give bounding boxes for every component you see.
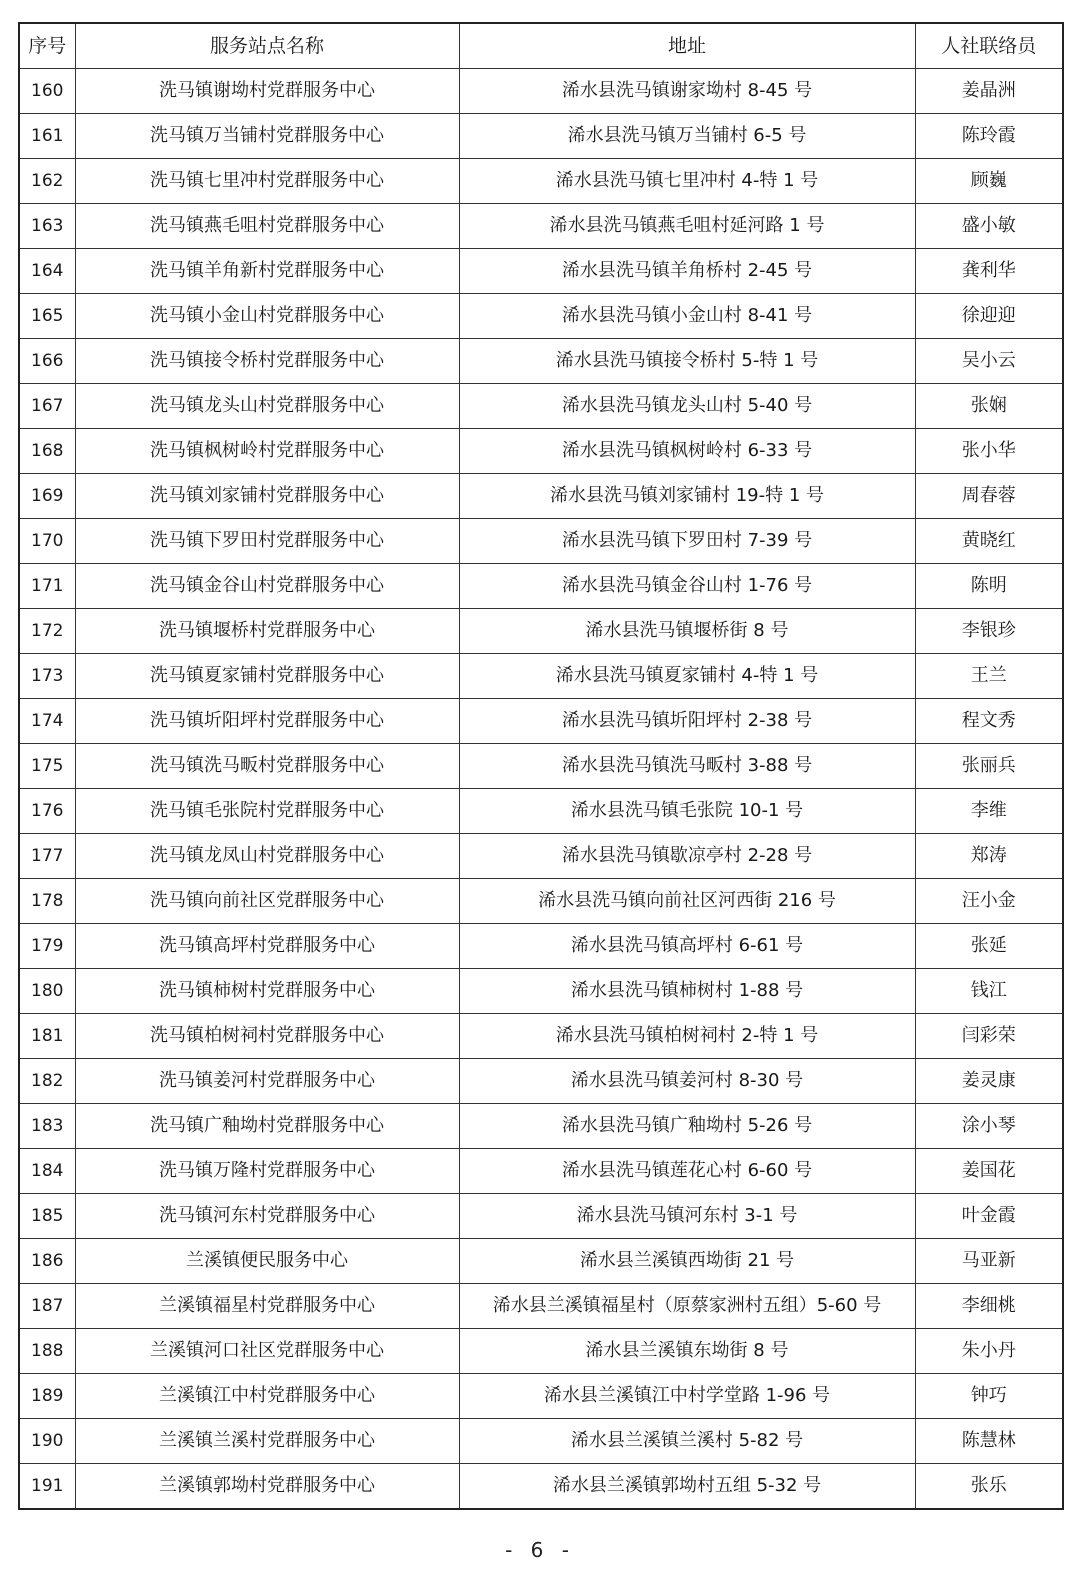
table-row	[19, 654, 1063, 699]
cell-address: 浠水县兰溪镇西坳街 21 号	[459, 1239, 915, 1284]
cell-address: 浠水县洗马镇柿树村 1-88 号	[459, 969, 915, 1014]
cell-serial-number: 169	[19, 474, 75, 519]
table-row	[19, 1149, 1063, 1194]
cell-station-name: 洗马镇燕毛咀村党群服务中心	[75, 204, 459, 249]
cell-address: 浠水县洗马镇枫树岭村 6-33 号	[459, 429, 915, 474]
table-row	[19, 699, 1063, 744]
header-station-name: 服务站点名称	[75, 23, 459, 69]
cell-address: 浠水县兰溪镇福星村（原蔡家洲村五组）5-60 号	[459, 1284, 915, 1329]
cell-serial-number: 185	[19, 1194, 75, 1239]
cell-contact-person: 涂小琴	[915, 1104, 1063, 1149]
cell-address: 浠水县洗马镇刘家铺村 19-特 1 号	[459, 474, 915, 519]
cell-station-name: 兰溪镇郭坳村党群服务中心	[75, 1464, 459, 1510]
cell-serial-number: 187	[19, 1284, 75, 1329]
table-row	[19, 879, 1063, 924]
cell-station-name: 洗马镇接令桥村党群服务中心	[75, 339, 459, 384]
cell-contact-person: 李细桃	[915, 1284, 1063, 1329]
cell-station-name: 洗马镇小金山村党群服务中心	[75, 294, 459, 339]
cell-contact-person: 张延	[915, 924, 1063, 969]
table-row	[19, 339, 1063, 384]
table-row	[19, 789, 1063, 834]
table-row	[19, 429, 1063, 474]
cell-address: 浠水县洗马镇万当铺村 6-5 号	[459, 114, 915, 159]
cell-serial-number: 178	[19, 879, 75, 924]
cell-address: 浠水县洗马镇龙头山村 5-40 号	[459, 384, 915, 429]
cell-station-name: 洗马镇广釉坳村党群服务中心	[75, 1104, 459, 1149]
cell-station-name: 兰溪镇便民服务中心	[75, 1239, 459, 1284]
cell-contact-person: 程文秀	[915, 699, 1063, 744]
cell-serial-number: 186	[19, 1239, 75, 1284]
cell-contact-person: 盛小敏	[915, 204, 1063, 249]
cell-serial-number: 179	[19, 924, 75, 969]
cell-contact-person: 吴小云	[915, 339, 1063, 384]
table-row	[19, 924, 1063, 969]
cell-address: 浠水县兰溪镇郭坳村五组 5-32 号	[459, 1464, 915, 1510]
cell-station-name: 洗马镇羊角新村党群服务中心	[75, 249, 459, 294]
table-row	[19, 1014, 1063, 1059]
cell-station-name: 洗马镇下罗田村党群服务中心	[75, 519, 459, 564]
table-row	[19, 1464, 1063, 1510]
cell-address: 浠水县洗马镇堰桥街 8 号	[459, 609, 915, 654]
table-row	[19, 384, 1063, 429]
table-row	[19, 474, 1063, 519]
cell-serial-number: 190	[19, 1419, 75, 1464]
header-contact-person: 人社联络员	[915, 23, 1063, 69]
table-row	[19, 564, 1063, 609]
table-header-row	[19, 23, 1063, 69]
table-row	[19, 609, 1063, 654]
cell-address: 浠水县洗马镇谢家坳村 8-45 号	[459, 69, 915, 114]
table-row	[19, 744, 1063, 789]
cell-serial-number: 182	[19, 1059, 75, 1104]
cell-station-name: 洗马镇龙凤山村党群服务中心	[75, 834, 459, 879]
cell-station-name: 洗马镇枫树岭村党群服务中心	[75, 429, 459, 474]
cell-station-name: 洗马镇圻阳坪村党群服务中心	[75, 699, 459, 744]
cell-serial-number: 165	[19, 294, 75, 339]
table-row	[19, 294, 1063, 339]
cell-station-name: 洗马镇龙头山村党群服务中心	[75, 384, 459, 429]
cell-address: 浠水县兰溪镇兰溪村 5-82 号	[459, 1419, 915, 1464]
cell-station-name: 洗马镇毛张院村党群服务中心	[75, 789, 459, 834]
cell-contact-person: 郑涛	[915, 834, 1063, 879]
cell-station-name: 洗马镇谢坳村党群服务中心	[75, 69, 459, 114]
cell-contact-person: 张娴	[915, 384, 1063, 429]
table-row	[19, 1374, 1063, 1419]
header-address: 地址	[459, 23, 915, 69]
cell-address: 浠水县洗马镇高坪村 6-61 号	[459, 924, 915, 969]
cell-contact-person: 姜国花	[915, 1149, 1063, 1194]
cell-station-name: 洗马镇高坪村党群服务中心	[75, 924, 459, 969]
cell-contact-person: 徐迎迎	[915, 294, 1063, 339]
cell-serial-number: 189	[19, 1374, 75, 1419]
cell-station-name: 兰溪镇河口社区党群服务中心	[75, 1329, 459, 1374]
table-row	[19, 114, 1063, 159]
cell-contact-person: 顾巍	[915, 159, 1063, 204]
cell-contact-person: 李维	[915, 789, 1063, 834]
cell-contact-person: 陈慧林	[915, 1419, 1063, 1464]
cell-address: 浠水县洗马镇小金山村 8-41 号	[459, 294, 915, 339]
table-row	[19, 204, 1063, 249]
cell-address: 浠水县洗马镇圻阳坪村 2-38 号	[459, 699, 915, 744]
cell-serial-number: 160	[19, 69, 75, 114]
cell-station-name: 洗马镇向前社区党群服务中心	[75, 879, 459, 924]
cell-serial-number: 161	[19, 114, 75, 159]
table-row	[19, 834, 1063, 879]
cell-serial-number: 167	[19, 384, 75, 429]
cell-serial-number: 191	[19, 1464, 75, 1510]
cell-contact-person: 张乐	[915, 1464, 1063, 1510]
table-row	[19, 1419, 1063, 1464]
cell-contact-person: 黄晓红	[915, 519, 1063, 564]
cell-address: 浠水县洗马镇洗马畈村 3-88 号	[459, 744, 915, 789]
cell-contact-person: 张丽兵	[915, 744, 1063, 789]
table-row	[19, 1329, 1063, 1374]
cell-serial-number: 183	[19, 1104, 75, 1149]
cell-serial-number: 172	[19, 609, 75, 654]
cell-address: 浠水县洗马镇夏家铺村 4-特 1 号	[459, 654, 915, 699]
cell-station-name: 洗马镇堰桥村党群服务中心	[75, 609, 459, 654]
cell-address: 浠水县洗马镇毛张院 10-1 号	[459, 789, 915, 834]
service-station-table	[18, 22, 1064, 1510]
cell-address: 浠水县洗马镇歇凉亭村 2-28 号	[459, 834, 915, 879]
cell-contact-person: 陈明	[915, 564, 1063, 609]
cell-serial-number: 164	[19, 249, 75, 294]
cell-station-name: 洗马镇刘家铺村党群服务中心	[75, 474, 459, 519]
table-row	[19, 1194, 1063, 1239]
cell-station-name: 洗马镇河东村党群服务中心	[75, 1194, 459, 1239]
cell-station-name: 洗马镇姜河村党群服务中心	[75, 1059, 459, 1104]
table-row	[19, 1059, 1063, 1104]
cell-address: 浠水县兰溪镇东坳街 8 号	[459, 1329, 915, 1374]
table-row	[19, 1239, 1063, 1284]
cell-address: 浠水县洗马镇向前社区河西街 216 号	[459, 879, 915, 924]
cell-address: 浠水县洗马镇柏树祠村 2-特 1 号	[459, 1014, 915, 1059]
cell-contact-person: 钟巧	[915, 1374, 1063, 1419]
cell-serial-number: 170	[19, 519, 75, 564]
cell-station-name: 兰溪镇福星村党群服务中心	[75, 1284, 459, 1329]
cell-serial-number: 175	[19, 744, 75, 789]
cell-address: 浠水县洗马镇姜河村 8-30 号	[459, 1059, 915, 1104]
cell-contact-person: 张小华	[915, 429, 1063, 474]
cell-contact-person: 汪小金	[915, 879, 1063, 924]
cell-serial-number: 163	[19, 204, 75, 249]
cell-contact-person: 姜灵康	[915, 1059, 1063, 1104]
cell-contact-person: 钱江	[915, 969, 1063, 1014]
cell-serial-number: 171	[19, 564, 75, 609]
cell-address: 浠水县洗马镇下罗田村 7-39 号	[459, 519, 915, 564]
table-row	[19, 969, 1063, 1014]
cell-serial-number: 184	[19, 1149, 75, 1194]
cell-address: 浠水县兰溪镇江中村学堂路 1-96 号	[459, 1374, 915, 1419]
header-serial-number: 序号	[19, 23, 75, 69]
table-row	[19, 1104, 1063, 1149]
cell-contact-person: 陈玲霞	[915, 114, 1063, 159]
cell-station-name: 洗马镇柿树村党群服务中心	[75, 969, 459, 1014]
table-row	[19, 69, 1063, 114]
cell-serial-number: 181	[19, 1014, 75, 1059]
cell-station-name: 洗马镇夏家铺村党群服务中心	[75, 654, 459, 699]
cell-serial-number: 166	[19, 339, 75, 384]
cell-address: 浠水县洗马镇接令桥村 5-特 1 号	[459, 339, 915, 384]
page-number: - 6 -	[505, 1538, 575, 1562]
cell-address: 浠水县洗马镇羊角桥村 2-45 号	[459, 249, 915, 294]
table-body	[19, 69, 1063, 1510]
cell-serial-number: 162	[19, 159, 75, 204]
table-row	[19, 519, 1063, 564]
cell-serial-number: 174	[19, 699, 75, 744]
cell-station-name: 洗马镇洗马畈村党群服务中心	[75, 744, 459, 789]
cell-serial-number: 173	[19, 654, 75, 699]
cell-address: 浠水县洗马镇广釉坳村 5-26 号	[459, 1104, 915, 1149]
table-row	[19, 249, 1063, 294]
cell-serial-number: 176	[19, 789, 75, 834]
cell-contact-person: 李银珍	[915, 609, 1063, 654]
cell-serial-number: 188	[19, 1329, 75, 1374]
cell-address: 浠水县洗马镇河东村 3-1 号	[459, 1194, 915, 1239]
cell-station-name: 洗马镇金谷山村党群服务中心	[75, 564, 459, 609]
cell-serial-number: 168	[19, 429, 75, 474]
cell-serial-number: 180	[19, 969, 75, 1014]
document-page	[18, 22, 1062, 1510]
table-row	[19, 159, 1063, 204]
cell-contact-person: 朱小丹	[915, 1329, 1063, 1374]
cell-contact-person: 王兰	[915, 654, 1063, 699]
cell-station-name: 洗马镇七里冲村党群服务中心	[75, 159, 459, 204]
cell-contact-person: 马亚新	[915, 1239, 1063, 1284]
cell-station-name: 洗马镇柏树祠村党群服务中心	[75, 1014, 459, 1059]
cell-address: 浠水县洗马镇燕毛咀村延河路 1 号	[459, 204, 915, 249]
cell-contact-person: 龚利华	[915, 249, 1063, 294]
table-row	[19, 1284, 1063, 1329]
cell-address: 浠水县洗马镇七里冲村 4-特 1 号	[459, 159, 915, 204]
cell-station-name: 洗马镇万当铺村党群服务中心	[75, 114, 459, 159]
cell-address: 浠水县洗马镇莲花心村 6-60 号	[459, 1149, 915, 1194]
cell-station-name: 洗马镇万隆村党群服务中心	[75, 1149, 459, 1194]
cell-serial-number: 177	[19, 834, 75, 879]
cell-contact-person: 叶金霞	[915, 1194, 1063, 1239]
cell-address: 浠水县洗马镇金谷山村 1-76 号	[459, 564, 915, 609]
cell-station-name: 兰溪镇兰溪村党群服务中心	[75, 1419, 459, 1464]
cell-contact-person: 闫彩荣	[915, 1014, 1063, 1059]
cell-station-name: 兰溪镇江中村党群服务中心	[75, 1374, 459, 1419]
cell-contact-person: 周春蓉	[915, 474, 1063, 519]
cell-contact-person: 姜晶洲	[915, 69, 1063, 114]
